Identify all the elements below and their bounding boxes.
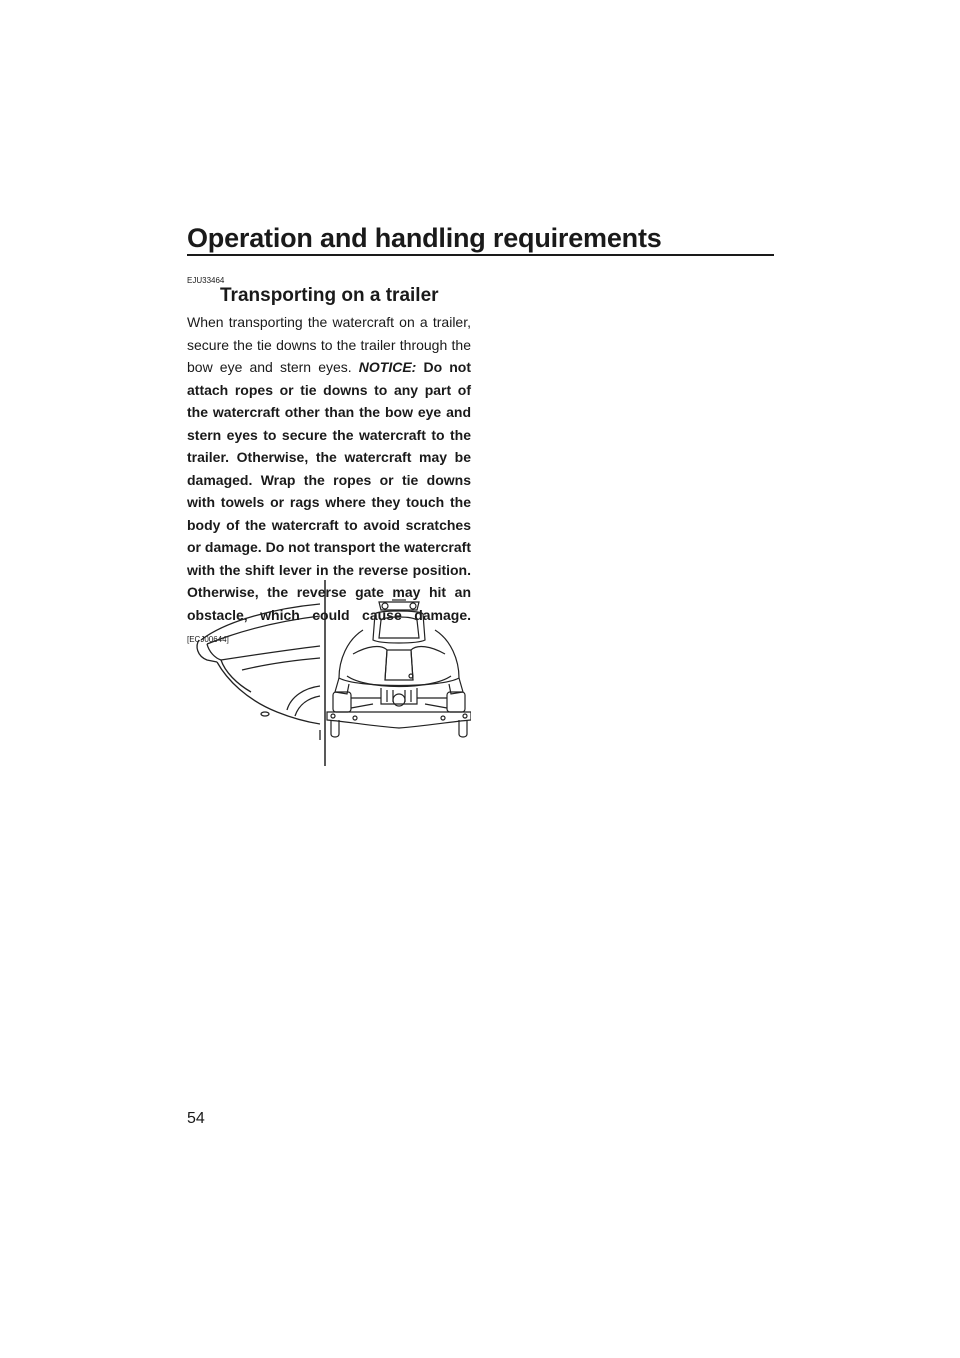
header-rule (187, 254, 774, 256)
intro-text: When transporting the watercraft on a trailer, secure the tie downs to the trailer through the bow eye and stern eyes. (187, 314, 471, 375)
page-title: Operation and handling requirements (187, 223, 662, 253)
page-number: 54 (187, 1110, 205, 1127)
figure-illustration (187, 580, 471, 770)
figure-watercraft-trailer (187, 580, 471, 770)
notice-label: NOTICE: (358, 359, 417, 375)
trailer-rear-view-illustration (327, 600, 471, 737)
bow-closeup-illustration (197, 604, 320, 740)
section-title: Transporting on a trailer (220, 285, 439, 306)
section-code: EJU33464 (187, 276, 225, 285)
notice-text: Do not attach ropes or tie downs to any part of the watercraft other than the bow eye and stern eyes to secure the watercraft to the trailer. Otherwise, the watercraft may be damaged. Wrap the ropes or tie downs with towels or rags where they touch the body of the watercraft to avoid scratches or damage. Do not transport the watercraft with the shift lever in the reverse position. Otherwise, the reverse gate may hit an obstacle, which could cause damage. (187, 359, 472, 623)
reference-code: [ECJ00644] (187, 635, 229, 644)
page-header (187, 222, 773, 254)
